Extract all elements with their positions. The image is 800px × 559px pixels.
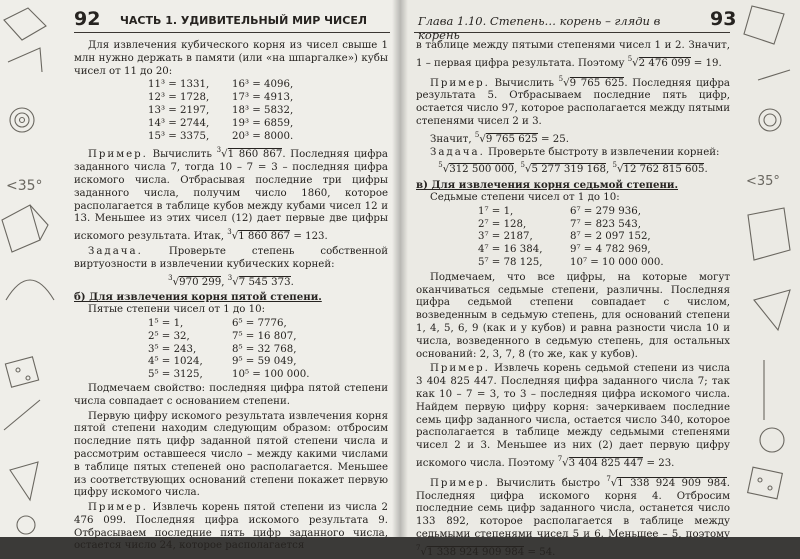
power-entry: 9⁷ = 4 782 969,: [570, 244, 651, 256]
root-index: 5: [558, 74, 564, 83]
example-result: = 54.: [527, 546, 556, 558]
power-entry: 8⁷ = 2 097 152,: [570, 231, 651, 243]
power-entry: 7⁵ = 16 807,: [232, 330, 297, 342]
fifth-powers-intro: Пятые степени чисел от 1 до 10:: [88, 304, 266, 316]
power-entry: 4⁵ = 1024,: [148, 356, 203, 368]
root-index: 5: [627, 54, 633, 63]
task-paragraph: [74, 246, 388, 272]
root-argument: 312 500 000: [449, 164, 515, 176]
book-gutter-shadow: [392, 0, 408, 537]
power-entry: 10⁷ = 10 000 000.: [570, 256, 664, 268]
fifth-root-expression: [612, 161, 708, 176]
fifth-root-expression: [438, 161, 515, 176]
power-entry: 7⁷ = 823 543,: [570, 218, 641, 230]
root-argument: 3 404 825 447: [568, 457, 644, 469]
example-text: Вычислить: [152, 149, 212, 161]
math-doodles-left-decoration: [0, 0, 66, 537]
example-label: Пример.: [88, 149, 148, 161]
power-entry: 3⁵ = 243,: [148, 343, 197, 355]
cube-intro-paragraph: Для извлечения кубического корня из чисел свыше 1 млн нужно держать в памяти (или «на шпаргалке») кубы чисел от 11 до 20:: [74, 40, 388, 77]
example-paragraph: [416, 73, 730, 129]
left-page: [0, 0, 400, 552]
example-text: Извлечь корень седьмой степени из числа 3 404 825 447. Последняя цифра заданного числа 7; так как 10 – 7 = 3, то 3 – последняя цифра искомого числа. Найдем первую цифру корня: зачеркиваем последние семь цифр заданного числа, остается число 340, которое располагается в таблице между седьмыми степенями чисел 2 и 3. Меньшее из них (2) дает первую цифру искомого числа. Поэтому: [416, 363, 730, 469]
example-result: = 23.: [646, 457, 675, 469]
page-number: 92: [74, 8, 101, 30]
radical-sign-icon: √: [442, 164, 450, 176]
section-heading: в) Для извлечения корня седьмой степени.: [416, 179, 679, 192]
root-argument: 1 860 867: [238, 231, 291, 243]
example-text: . Последняя цифра заданного числа 7, тогда 10 – 7 = 3 – последняя цифра искомого числа. Отбрасывая последние три цифры заданного числа, получим число 1860, которое располагается в таблице кубов между кубами чисел 12 и 13. Меньшее из этих чисел (12) дает первые две цифры искомого результата. Итак,: [74, 149, 388, 243]
example-text: . Последняя цифра результата 5. Отбрасываем последние пять цифр, остается число 97, которое располагается между пятыми степенями чисел 2 и 3.: [416, 77, 731, 127]
running-header: ЧАСТЬ 1. УДИВИТЕЛЬНЫЙ МИР ЧИСЕЛ: [120, 14, 367, 27]
cube-root-expression: [227, 228, 291, 243]
cube-entry: 15³ = 3375,: [148, 130, 210, 142]
fifth-root-expression: [474, 130, 538, 145]
power-entry: 1⁵ = 1,: [148, 317, 184, 329]
right-page-body: [416, 40, 730, 559]
radical-sign-icon: √: [610, 477, 618, 489]
task-roots-line: [416, 159, 730, 177]
power-entry: 5⁷ = 78 125,: [478, 256, 543, 268]
fifth-root-expression: [627, 54, 691, 69]
power-entry: 2⁷ = 128,: [478, 218, 527, 230]
fifth-powers-table: [148, 318, 388, 382]
seventh-powers-table: [478, 206, 730, 270]
radical-sign-icon: √: [479, 133, 486, 145]
root-index: 3: [227, 273, 233, 282]
task-label: Задача.: [430, 146, 485, 158]
task-text: Проверьте степень собственной виртуозности в извлечении кубических корней:: [74, 245, 388, 270]
example-paragraph: [416, 363, 730, 470]
power-entry: 10⁵ = 100 000.: [232, 369, 310, 381]
example-result: = 25.: [540, 133, 569, 145]
separator: .: [290, 276, 294, 288]
result-line: [416, 129, 730, 147]
radical-sign-icon: √: [616, 164, 624, 176]
radical-sign-icon: √: [524, 164, 532, 176]
power-entry: 4⁷ = 16 384,: [478, 244, 543, 256]
root-argument: 12 762 815 605: [623, 164, 705, 176]
example-label: Пример.: [88, 502, 148, 514]
header-rule: [414, 32, 730, 33]
root-index: 7: [557, 454, 563, 463]
power-entry: 8⁵ = 32 768,: [232, 343, 297, 355]
cube-entry: 20³ = 8000.: [232, 130, 294, 142]
page-number: 93: [710, 8, 737, 30]
root-argument: 9 765 625: [485, 133, 538, 145]
note-paragraph: Подмечаем, что все цифры, на которые могут оканчиваться седьмые степени, различны. Последняя цифра седьмой степени совпадает с числом, возведенным в седьмую степень, для оснований степени 1, 4, 5, 6, 9 (как и у кубов) и равна разности числа 10 и числа, возведенного в седьмую степень, для остальных оснований: 2, 3, 7, 8 (то же, как у кубов).: [416, 271, 730, 360]
task-label: Задача.: [88, 245, 143, 257]
header-rule: [74, 32, 390, 33]
radical-sign-icon: √: [420, 546, 427, 558]
cube-entry: 14³ = 2744,: [148, 117, 210, 129]
cube-entry: 12³ = 1728,: [148, 92, 210, 104]
root-index: 3: [227, 228, 232, 237]
example-paragraph: [74, 144, 388, 244]
radical-sign-icon: √: [563, 77, 570, 89]
paragraph-text: Значит,: [430, 133, 472, 145]
seventh-powers-intro: Седьмые степени чисел от 1 до 10:: [430, 191, 620, 203]
example-result: = 123.: [293, 231, 328, 243]
root-index: 7: [416, 543, 421, 552]
section-heading: б) Для извлечения корня пятой степени.: [74, 291, 322, 304]
first-digit-paragraph: Первую цифру искомого результата извлечения корня пятой степени находим следующим образом: отбросим последние пять цифр заданной пятой степени числа и рассмотрим оставшееся число – между какими числами в таблице пятых степеней оно располагается. Меньшее из соответствующих оснований степени покажет первую цифру искомого числа.: [74, 410, 388, 499]
radical-sign-icon: √: [232, 276, 239, 288]
radical-sign-icon: √: [562, 457, 569, 469]
root-argument: 2 476 099: [638, 57, 691, 69]
power-entry: 5⁵ = 3125,: [148, 369, 203, 381]
power-entry: 9⁵ = 59 049,: [232, 356, 297, 368]
radical-sign-icon: √: [172, 276, 180, 288]
radical-sign-icon: √: [632, 57, 639, 69]
seventh-root-expression: [557, 454, 644, 469]
separator: ,: [221, 276, 228, 288]
cube-root-expression: [168, 273, 222, 288]
continuation-paragraph: [416, 40, 730, 71]
property-paragraph: Подмечаем свойство: последняя цифра пятой степени числа совпадает с основанием степени.: [74, 382, 388, 407]
left-page-body: [74, 40, 388, 553]
math-doodles-right-decoration: [734, 0, 800, 537]
cubes-table: [148, 79, 388, 143]
root-argument: 5 277 319 168: [531, 164, 607, 176]
root-index: 7: [606, 474, 611, 483]
task-text: Проверьте быстроту в извлечении корней:: [488, 146, 720, 158]
example-paragraph: [74, 502, 388, 553]
separator: .: [704, 164, 708, 176]
root-argument: 1 338 924 909 984: [426, 546, 525, 558]
svg-text:<35°: <35°: [746, 174, 780, 189]
power-entry: 3⁷ = 2187,: [478, 231, 533, 243]
root-argument: 970 299: [179, 276, 222, 288]
fifth-root-expression: [520, 161, 607, 176]
root-index: 3: [216, 146, 222, 155]
example-label: Пример.: [430, 363, 490, 375]
example-paragraph: [416, 473, 730, 559]
root-argument: 7 545 373: [238, 276, 291, 288]
separator: ,: [514, 164, 521, 176]
root-index: 5: [438, 161, 443, 170]
root-index: 5: [474, 130, 480, 139]
cube-entry: 11³ = 1331,: [148, 79, 210, 91]
power-entry: 6⁵ = 7776,: [232, 317, 287, 329]
root-argument: 1 860 867: [227, 149, 283, 161]
paragraph-text: в таблице между пятыми степенями чисел 1 и 2. Значит, 1 – первая цифра результата. Поэтому: [416, 40, 730, 69]
radical-sign-icon: √: [221, 149, 228, 161]
seventh-root-expression: [606, 474, 727, 489]
root-argument: 9 765 625: [569, 77, 625, 89]
cube-entry: 17³ = 4913,: [232, 92, 294, 104]
example-result: = 19.: [693, 57, 722, 69]
root-argument: 1 338 924 909 984: [617, 477, 727, 489]
power-entry: 6⁷ = 279 936,: [570, 205, 641, 217]
example-text: Вычислить быстро: [496, 477, 601, 489]
running-header: Глава 1.10. Степень… корень – гляди в корень: [418, 14, 661, 42]
cube-entry: 19³ = 6859,: [232, 117, 294, 129]
example-text: Извлечь корень пятой степени из числа 2 476 099. Последняя цифра искомого результата 9. Отбрасываем последние пять цифр заданного числа, остается число 24, которое располагается: [74, 502, 388, 552]
cube-entry: 16³ = 4096,: [232, 79, 294, 91]
root-index: 3: [168, 273, 173, 282]
power-entry: 1⁷ = 1,: [478, 205, 514, 217]
task-paragraph: [416, 147, 730, 160]
task-roots-line: [74, 272, 388, 290]
power-entry: 2⁵ = 32,: [148, 330, 190, 342]
separator: ,: [606, 164, 613, 176]
seventh-root-expression: [416, 543, 525, 558]
example-text: . Последняя цифра искомого корня 4. Отбросим последние семь цифр заданного числа, останется число 133 892, которое располагается в таблице между седьмыми степенями чисел 5 и 6. Меньшее – 5, поэтому: [416, 477, 730, 540]
cube-entry: 13³ = 2197,: [148, 104, 210, 116]
root-index: 5: [520, 161, 525, 170]
fifth-root-expression: [558, 74, 625, 89]
cube-root-expression: [216, 146, 283, 161]
radical-sign-icon: √: [231, 231, 239, 243]
cube-root-expression: [227, 273, 291, 288]
root-index: 5: [612, 161, 617, 170]
example-label: Пример.: [430, 477, 490, 489]
svg-text:<35°: <35°: [6, 178, 43, 194]
example-label: Пример.: [430, 77, 490, 89]
example-text: Вычислить: [494, 77, 554, 89]
cube-entry: 18³ = 5832,: [232, 104, 294, 116]
right-page: [400, 0, 800, 558]
